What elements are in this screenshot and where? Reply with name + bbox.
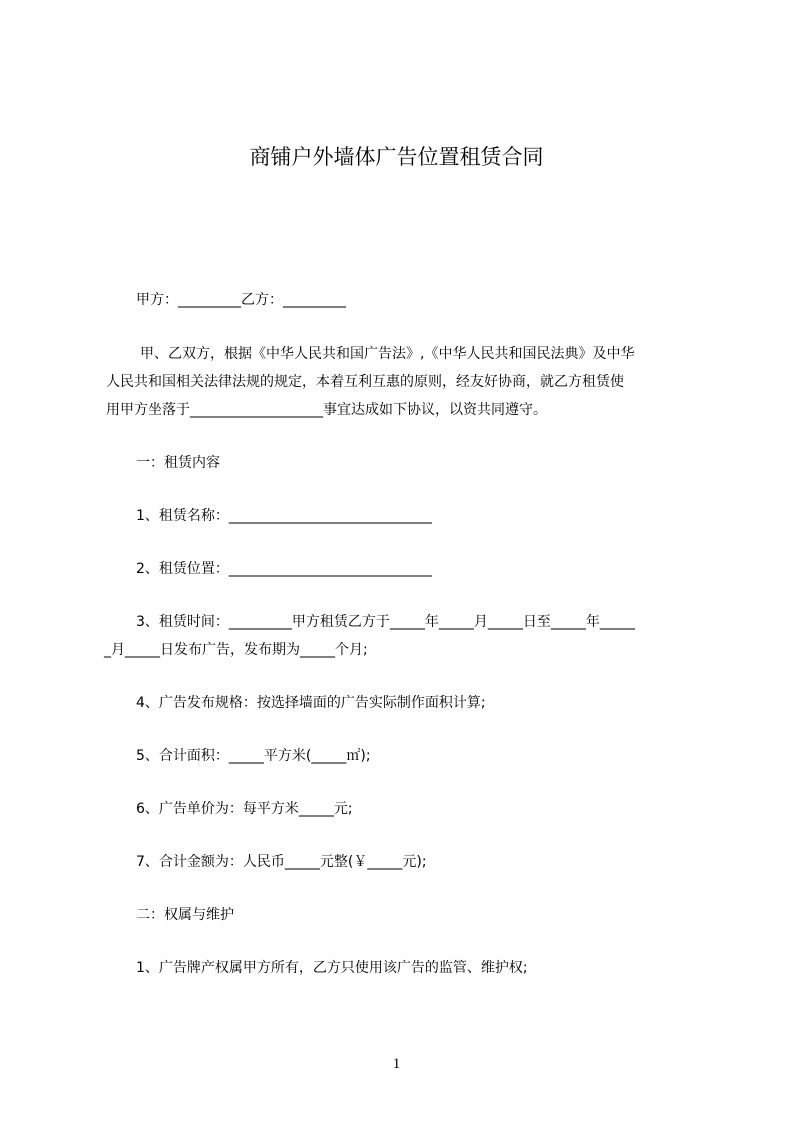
item-rental-time-line-2: _月_____日发布广告，发布期为_____个月;	[104, 642, 368, 658]
item-unit-price: 6、广告单价为：每平方米_____元;	[136, 801, 353, 817]
item-ownership: 1、广告牌产权属甲方所有，乙方只使用该广告的监管、维护权;	[136, 960, 528, 976]
intro-line-3: 用甲方坐落于___________________事宜达成如下协议，以资共同遵守。	[106, 402, 547, 418]
item-total-amount: 7、合计金额为：人民币_____元整(￥_____元);	[136, 854, 427, 870]
item-total-area: 5、合计面积：_____平方米(_____㎡);	[136, 748, 371, 764]
page-number: 1	[392, 1056, 401, 1072]
intro-line-1: 甲、乙双方，根据《中华人民共和国广告法》,《中华人民共和国民法典》及中华	[140, 346, 635, 362]
item-rental-time-line-1: 3、租赁时间：_________甲方租赁乙方于_____年_____月_____日至_____年_____	[136, 614, 635, 630]
item-ad-spec: 4、广告发布规格：按选择墙面的广告实际制作面积计算;	[136, 695, 486, 711]
section-1-heading: 一：租赁内容	[136, 455, 220, 471]
item-rental-name: 1、租赁名称：_____________________________	[136, 508, 432, 524]
intro-line-2: 人民共和国相关法律法规的规定，本着互利互惠的原则，经友好协商，就乙方租赁使	[106, 374, 624, 390]
document-title: 商铺户外墙体广告位置租赁合同	[249, 145, 544, 169]
parties-line: 甲方：_________乙方：_________	[136, 292, 346, 308]
item-rental-location: 2、租赁位置：_____________________________	[136, 561, 432, 577]
section-2-heading: 二：权属与维护	[136, 907, 234, 923]
